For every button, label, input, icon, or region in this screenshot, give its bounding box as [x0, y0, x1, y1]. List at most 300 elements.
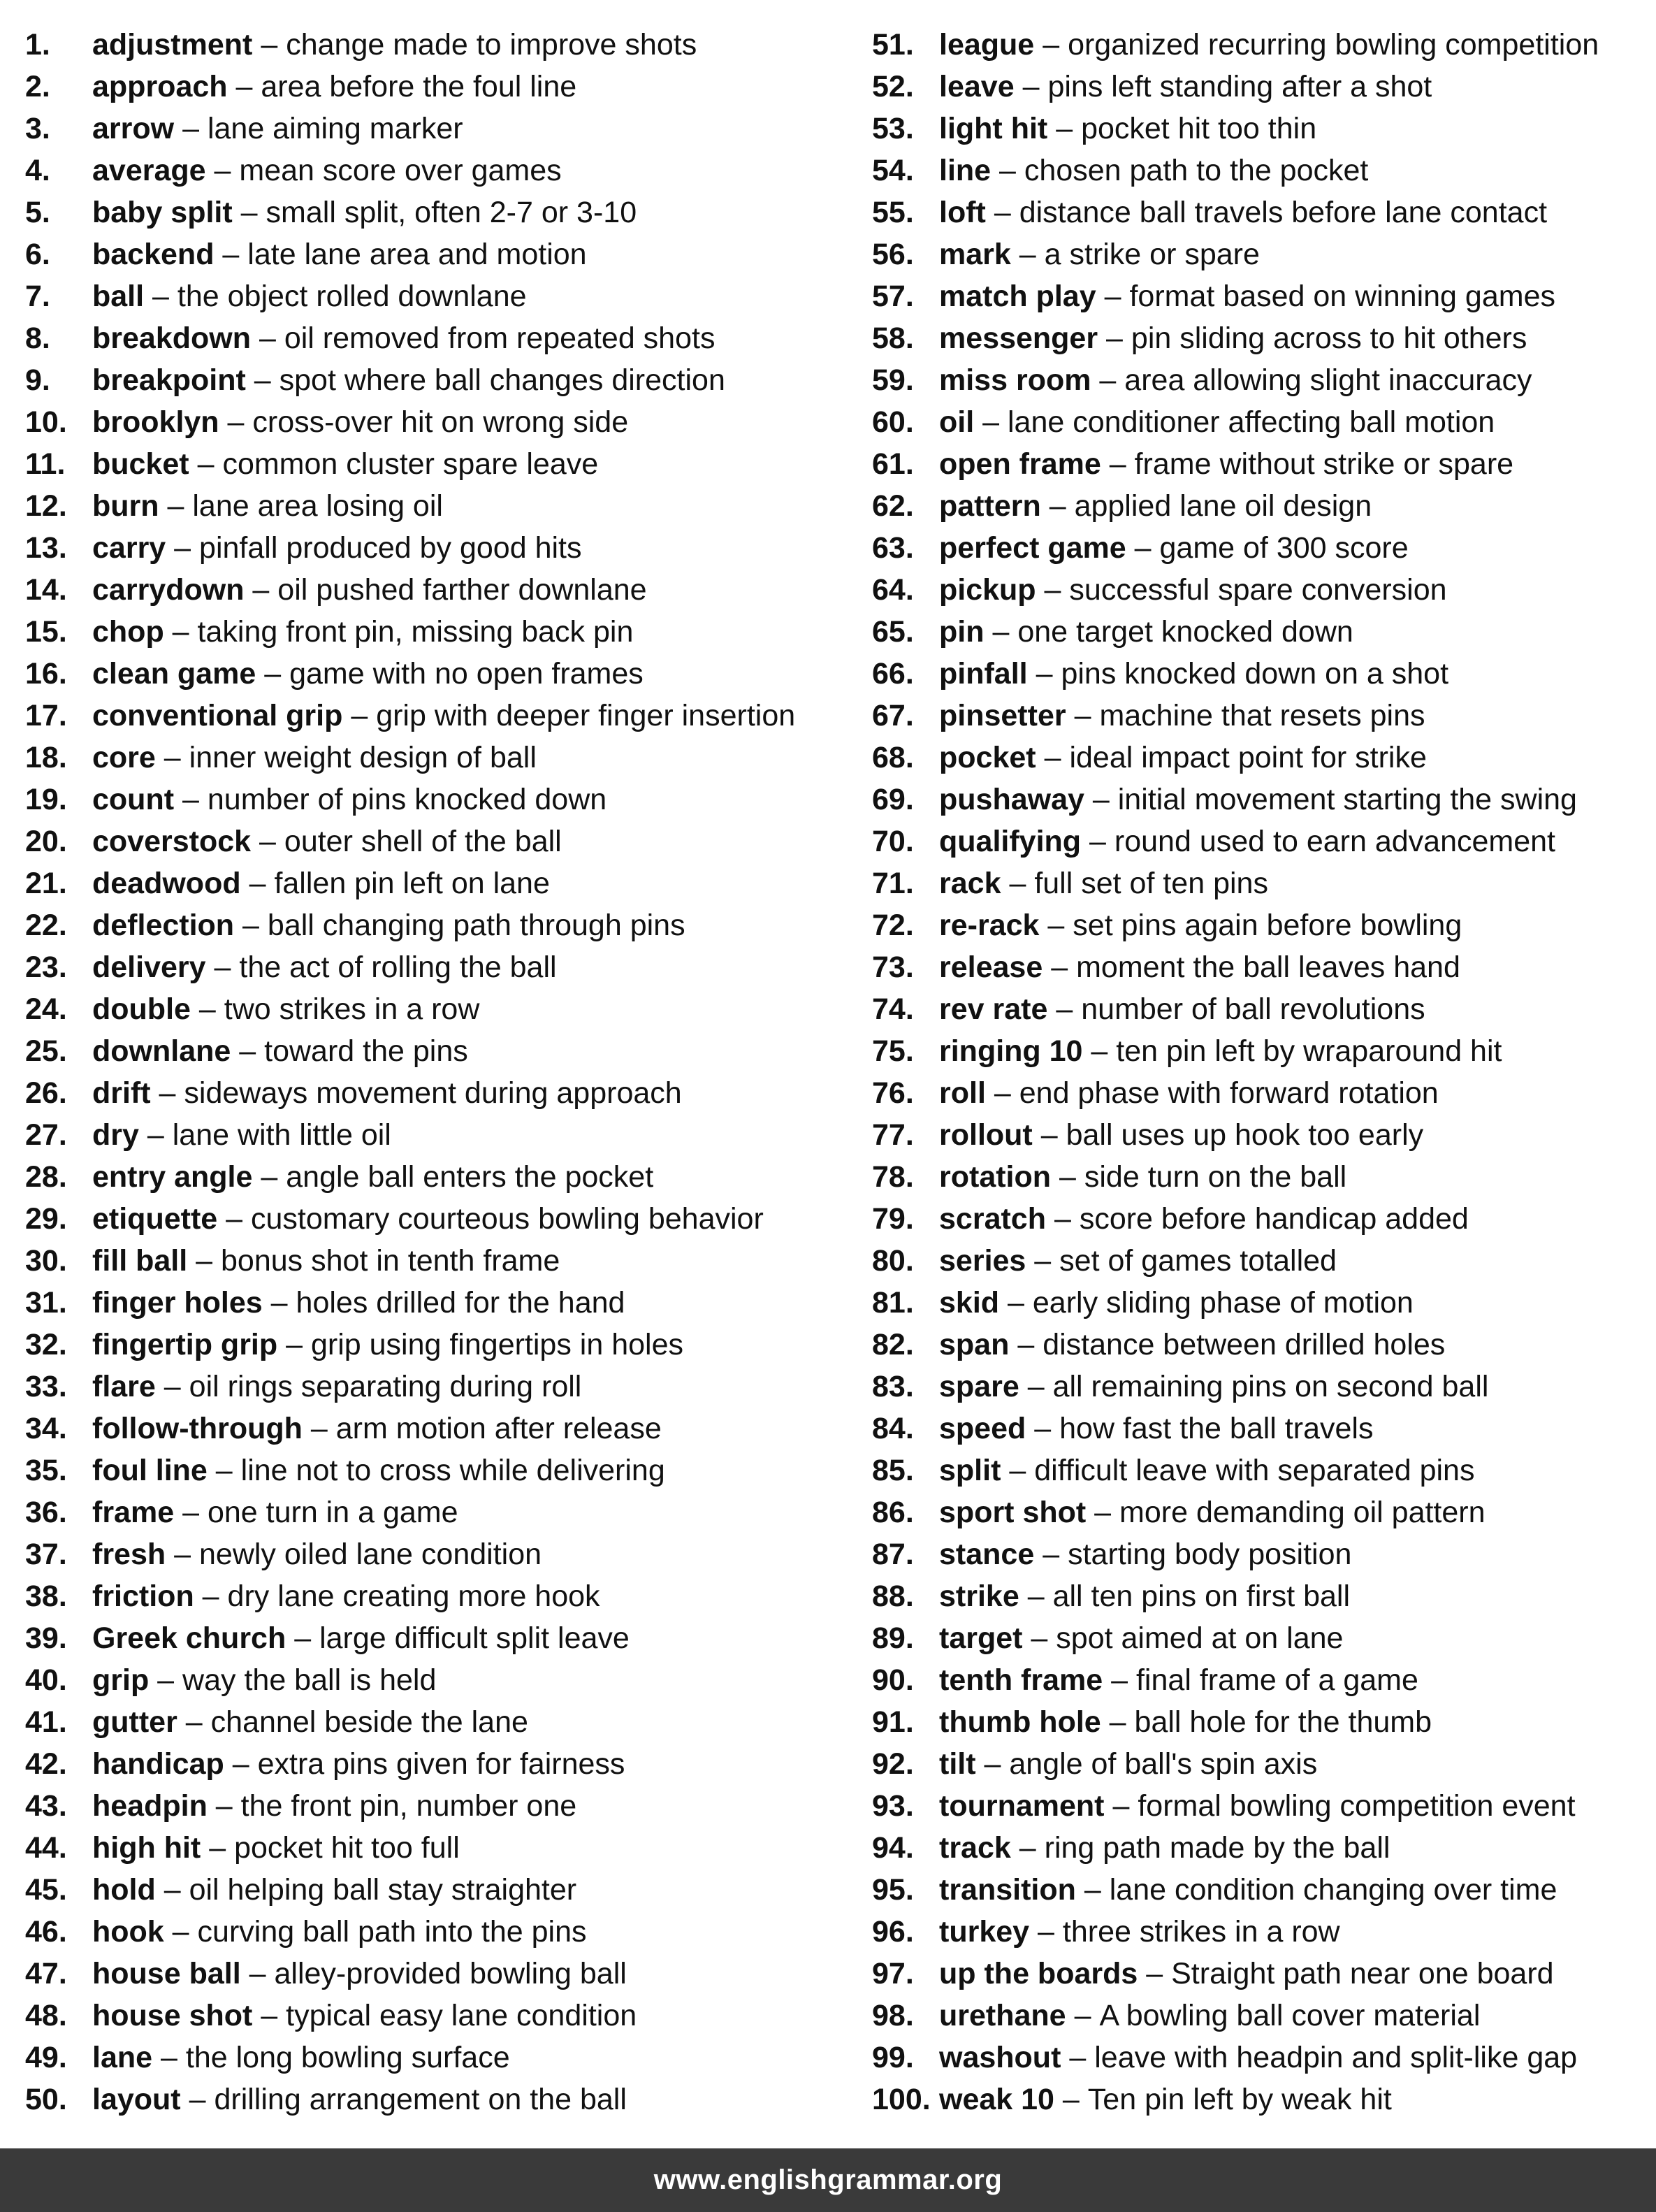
entry-term: track — [939, 1831, 1011, 1865]
entry-dash — [189, 443, 223, 485]
entry-dash — [1084, 779, 1118, 821]
entry-dash — [164, 611, 198, 653]
glossary-entry — [872, 611, 1648, 653]
entry-number: 21. — [25, 867, 67, 900]
glossary-entry — [872, 485, 1648, 527]
entry-dash — [1001, 1450, 1034, 1491]
entry-definition: early sliding phase of motion — [1032, 1286, 1414, 1320]
glossary-entry — [872, 1240, 1648, 1282]
entry-definition: lane aiming marker — [207, 112, 463, 145]
entry-term: breakdown — [92, 321, 251, 355]
entry-definition: ring path made by the ball — [1044, 1831, 1390, 1865]
dash-glyph: – — [1084, 1873, 1101, 1907]
entry-dash — [246, 359, 279, 401]
entry-number: 59. — [872, 363, 914, 397]
entry-term: handicap — [92, 1747, 224, 1781]
entry-term: arrow — [92, 112, 175, 145]
entry-term: re-rack — [939, 909, 1040, 942]
entry-number: 50. — [25, 2083, 67, 2116]
dash-glyph: – — [259, 321, 276, 355]
entry-number: 100. — [872, 2083, 931, 2116]
glossary-entry — [25, 2079, 857, 2120]
entry-number: 38. — [25, 1580, 67, 1613]
entry-number: 87. — [872, 1538, 914, 1571]
entry-number: 11. — [25, 447, 66, 481]
entry-dash — [1034, 1533, 1068, 1575]
entry-number: 71. — [872, 867, 914, 900]
entry-dash — [1046, 1198, 1080, 1240]
footer-bar — [0, 2148, 1656, 2212]
glossary-entry — [872, 1995, 1648, 2037]
entry-dash — [1047, 988, 1081, 1030]
entry-dash — [1101, 443, 1135, 485]
entry-dash — [1051, 1156, 1084, 1198]
glossary-entry — [25, 66, 857, 108]
entry-term: leave — [939, 70, 1015, 103]
dash-glyph: – — [1047, 909, 1065, 942]
entry-dash — [144, 275, 177, 317]
entry-number: 4. — [25, 154, 50, 187]
entry-term: series — [939, 1244, 1026, 1278]
entry-term: loft — [939, 196, 986, 229]
glossary-entry — [872, 569, 1648, 611]
entry-number: 22. — [25, 909, 67, 942]
entry-definition: way the ball is held — [182, 1663, 437, 1697]
entry-term: conventional grip — [92, 699, 343, 732]
footer-website-link[interactable]: www.englishgrammar.org — [653, 2164, 1003, 2195]
glossary-entry — [872, 1408, 1648, 1450]
entry-definition: machine that resets pins — [1099, 699, 1425, 732]
glossary-entry — [25, 108, 857, 150]
entry-term: hook — [92, 1915, 164, 1949]
entry-dash — [1029, 1911, 1063, 1953]
entry-term: league — [939, 28, 1035, 62]
dash-glyph: – — [226, 1202, 243, 1236]
entry-definition: distance ball travels before lane contact — [1019, 196, 1548, 229]
entry-term: adjustment — [92, 28, 253, 62]
entry-dash — [174, 108, 208, 150]
dash-glyph: – — [235, 70, 253, 103]
glossary-entry — [25, 443, 857, 485]
entry-dash — [986, 191, 1019, 233]
entry-number: 41. — [25, 1705, 67, 1739]
glossary-entry — [872, 1743, 1648, 1785]
entry-dash — [1039, 904, 1073, 946]
entry-definition: lane area losing oil — [192, 489, 443, 523]
dash-glyph: – — [172, 615, 189, 649]
entry-definition: sideways movement during approach — [184, 1076, 682, 1110]
entry-term: carry — [92, 531, 166, 565]
entry-number: 92. — [872, 1747, 914, 1781]
entry-definition: moment the ball leaves hand — [1076, 950, 1460, 984]
glossary-entry — [872, 695, 1648, 737]
entry-dash — [187, 1240, 221, 1282]
entry-number: 81. — [872, 1286, 914, 1320]
entry-term: turkey — [939, 1915, 1030, 1949]
entry-dash — [166, 1533, 199, 1575]
entry-number: 5. — [25, 196, 50, 229]
dash-glyph: – — [202, 1580, 219, 1613]
dash-glyph: – — [239, 1034, 256, 1068]
glossary-entry — [25, 1156, 857, 1198]
glossary-entry — [872, 1366, 1648, 1408]
entry-dash — [1028, 653, 1061, 695]
entry-dash — [1138, 1953, 1171, 1995]
entry-number: 47. — [25, 1957, 67, 1990]
entry-dash — [263, 1282, 296, 1324]
glossary-entry — [872, 150, 1648, 191]
entry-term: pickup — [939, 573, 1036, 607]
entry-dash — [139, 1114, 173, 1156]
dash-glyph: – — [1091, 1034, 1108, 1068]
entry-definition: oil rings separating during roll — [189, 1370, 582, 1403]
dash-glyph: – — [264, 657, 282, 691]
entry-number: 72. — [872, 909, 914, 942]
entry-number: 69. — [872, 783, 914, 816]
entry-term: follow-through — [92, 1412, 303, 1445]
dash-glyph: – — [1049, 489, 1066, 523]
glossary-entry — [25, 695, 857, 737]
entry-number: 25. — [25, 1034, 67, 1068]
dash-glyph: – — [1051, 950, 1068, 984]
entry-dash — [986, 1072, 1019, 1114]
dash-glyph: – — [196, 1244, 213, 1278]
entry-definition: large difficult split leave — [319, 1621, 630, 1655]
entry-number: 90. — [872, 1663, 914, 1697]
glossary-entry — [872, 779, 1648, 821]
entry-number: 96. — [872, 1915, 914, 1949]
glossary-entry — [872, 1911, 1648, 1953]
entry-number: 91. — [872, 1705, 914, 1739]
entry-definition: frame without strike or spare — [1134, 447, 1514, 481]
entry-number: 26. — [25, 1076, 67, 1110]
glossary-entry — [25, 359, 857, 401]
entry-number: 51. — [872, 28, 914, 62]
entry-term: rotation — [939, 1160, 1052, 1194]
entry-term: headpin — [92, 1789, 208, 1823]
dash-glyph: – — [1019, 1831, 1036, 1865]
glossary-entry — [872, 1198, 1648, 1240]
dash-glyph: – — [174, 1538, 191, 1571]
entry-definition: oil helping ball stay straighter — [189, 1873, 577, 1907]
entry-dash — [181, 2079, 215, 2120]
entry-definition: change made to improve shots — [286, 28, 697, 62]
entry-definition: holes drilled for the hand — [296, 1286, 625, 1320]
dash-glyph: – — [1056, 992, 1073, 1026]
entry-definition: number of ball revolutions — [1081, 992, 1425, 1026]
glossary-entry — [25, 1995, 857, 2037]
dash-glyph: – — [164, 1370, 181, 1403]
entry-number: 54. — [872, 154, 914, 187]
dash-glyph: – — [1034, 1244, 1052, 1278]
entry-dash — [224, 1743, 258, 1785]
entry-definition: extra pins given for fairness — [257, 1747, 625, 1781]
dash-glyph: – — [1027, 1580, 1045, 1613]
entry-definition: spot where ball changes direction — [279, 363, 725, 397]
entry-dash — [234, 904, 268, 946]
entry-definition: taking front pin, missing back pin — [197, 615, 634, 649]
entry-dash — [149, 1659, 182, 1701]
glossary-entry — [25, 1198, 857, 1240]
entry-definition: more demanding oil pattern — [1119, 1496, 1486, 1529]
dash-glyph: – — [1043, 28, 1060, 62]
dash-glyph: – — [1146, 1957, 1163, 1990]
entry-number: 64. — [872, 573, 914, 607]
glossary-entry — [25, 275, 857, 317]
entry-dash — [152, 2037, 186, 2079]
entry-definition: oil removed from repeated shots — [284, 321, 716, 355]
entry-dash — [976, 1743, 1010, 1785]
entry-number: 84. — [872, 1412, 914, 1445]
entry-number: 98. — [872, 1999, 914, 2032]
entry-dash — [256, 653, 289, 695]
entry-definition: the front pin, number one — [240, 1789, 577, 1823]
entry-definition: lane condition changing over time — [1109, 1873, 1557, 1907]
dash-glyph: – — [1027, 1370, 1045, 1403]
dash-glyph: – — [1109, 1705, 1126, 1739]
entry-number: 94. — [872, 1831, 914, 1865]
dash-glyph: – — [252, 573, 270, 607]
glossary-entry — [872, 1533, 1648, 1575]
dash-glyph: – — [182, 112, 199, 145]
entry-term: hold — [92, 1873, 156, 1907]
entry-term: ringing 10 — [939, 1034, 1083, 1068]
entry-term: fingertip grip — [92, 1328, 278, 1361]
entry-number: 67. — [872, 699, 914, 732]
dash-glyph: – — [992, 615, 1010, 649]
dash-glyph: – — [261, 1160, 278, 1194]
glossary-entry — [872, 233, 1648, 275]
entry-definition: game with no open frames — [289, 657, 644, 691]
dash-glyph: – — [147, 1118, 164, 1152]
glossary-entry — [25, 1827, 857, 1869]
glossary-entry — [872, 1827, 1648, 1869]
glossary-entry — [872, 653, 1648, 695]
entry-term: weak 10 — [939, 2083, 1054, 2116]
entry-definition: toward the pins — [264, 1034, 468, 1068]
dash-glyph: – — [227, 405, 245, 439]
entry-number: 36. — [25, 1496, 67, 1529]
entry-number: 56. — [872, 238, 914, 271]
dash-glyph: – — [214, 950, 231, 984]
entry-term: breakpoint — [92, 363, 246, 397]
entry-number: 48. — [25, 1999, 67, 2032]
entry-number: 44. — [25, 1831, 67, 1865]
entry-number: 24. — [25, 992, 67, 1026]
dash-glyph: – — [994, 196, 1011, 229]
entry-definition: A bowling ball cover material — [1099, 1999, 1481, 2032]
entry-dash — [194, 1575, 228, 1617]
glossary-entry — [872, 66, 1648, 108]
dash-glyph: – — [164, 1873, 181, 1907]
entry-dash — [974, 401, 1008, 443]
glossary-entry — [25, 191, 857, 233]
entry-dash — [1022, 1617, 1056, 1659]
entry-definition: the object rolled downlane — [177, 280, 527, 313]
dash-glyph: – — [1054, 1202, 1071, 1236]
dash-glyph: – — [1074, 1999, 1091, 2032]
entry-term: pocket — [939, 741, 1036, 774]
entry-dash — [991, 150, 1024, 191]
entry-definition: pin sliding across to hit others — [1131, 321, 1527, 355]
entry-definition: all remaining pins on second ball — [1052, 1370, 1489, 1403]
entry-dash — [1026, 1240, 1059, 1282]
glossary-entry — [25, 1911, 857, 1953]
entry-dash — [1026, 1408, 1059, 1450]
entry-term: gutter — [92, 1705, 177, 1739]
entry-number: 75. — [872, 1034, 914, 1068]
entry-term: brooklyn — [92, 405, 219, 439]
entry-dash — [984, 611, 1017, 653]
dash-glyph: – — [242, 909, 259, 942]
entry-definition: one target knocked down — [1017, 615, 1353, 649]
entry-dash — [252, 1995, 286, 2037]
entry-term: span — [939, 1328, 1010, 1361]
glossary-entry — [25, 946, 857, 988]
entry-number: 7. — [25, 280, 50, 313]
entry-dash — [342, 695, 376, 737]
entry-term: target — [939, 1621, 1023, 1655]
glossary-entry — [25, 1533, 857, 1575]
entry-definition: final frame of a game — [1135, 1663, 1418, 1697]
entry-dash — [159, 485, 193, 527]
entry-definition: a strike or spare — [1044, 238, 1260, 271]
entry-term: mark — [939, 238, 1011, 271]
entry-definition: pins left standing after a shot — [1047, 70, 1432, 103]
entry-dash — [1082, 1030, 1116, 1072]
entry-dash — [1066, 695, 1100, 737]
dash-glyph: – — [1009, 1454, 1026, 1487]
glossary-entry — [872, 2037, 1648, 2079]
entry-definition: Ten pin left by weak hit — [1087, 2083, 1392, 2116]
entry-dash — [1033, 1114, 1066, 1156]
glossary-entry — [25, 1408, 857, 1450]
dash-glyph: – — [182, 1496, 199, 1529]
entry-dash — [191, 988, 224, 1030]
dash-glyph: – — [1019, 238, 1036, 271]
glossary-entry — [25, 1491, 857, 1533]
entry-term: dry — [92, 1118, 139, 1152]
entry-term: urethane — [939, 1999, 1066, 2032]
entry-number: 86. — [872, 1496, 914, 1529]
dash-glyph: – — [198, 992, 216, 1026]
entry-dash — [1126, 527, 1160, 569]
glossary-entry — [872, 527, 1648, 569]
glossary-entry — [25, 1953, 857, 1995]
entry-dash — [1001, 862, 1034, 904]
entry-term: miss room — [939, 363, 1091, 397]
entry-dash — [1015, 66, 1048, 108]
entry-definition: one turn in a game — [207, 1496, 458, 1529]
glossary-entry — [25, 1072, 857, 1114]
dash-glyph: – — [294, 1621, 312, 1655]
dash-glyph: – — [1069, 2041, 1087, 2074]
dash-glyph: – — [1040, 1118, 1058, 1152]
entry-number: 43. — [25, 1789, 67, 1823]
glossary-entry — [25, 1240, 857, 1282]
entry-definition: ball changing path through pins — [267, 909, 685, 942]
entry-definition: ideal impact point for strike — [1069, 741, 1427, 774]
glossary-entry — [872, 946, 1648, 988]
dash-glyph: – — [249, 1957, 266, 1990]
entry-number: 3. — [25, 112, 50, 145]
entry-definition: grip using fingertips in holes — [310, 1328, 683, 1361]
entry-number: 34. — [25, 1412, 67, 1445]
dash-glyph: – — [1074, 699, 1091, 732]
dash-glyph: – — [286, 1328, 303, 1361]
entry-term: match play — [939, 280, 1096, 313]
entry-dash — [206, 150, 240, 191]
entry-dash — [1081, 821, 1114, 862]
entry-number: 39. — [25, 1621, 67, 1655]
entry-number: 23. — [25, 950, 67, 984]
entry-definition: three strikes in a row — [1062, 1915, 1340, 1949]
dash-glyph: – — [209, 1831, 226, 1865]
glossary-entry — [872, 108, 1648, 150]
dash-glyph: – — [222, 238, 240, 271]
entry-term: pattern — [939, 489, 1041, 523]
dash-glyph: – — [174, 531, 191, 565]
entry-term: double — [92, 992, 191, 1026]
entry-number: 55. — [872, 196, 914, 229]
glossary-entry — [25, 1575, 857, 1617]
entry-definition: two strikes in a row — [224, 992, 480, 1026]
glossary-entry — [872, 24, 1648, 66]
dash-glyph: – — [1092, 783, 1110, 816]
glossary-entry — [25, 1617, 857, 1659]
dash-glyph: – — [1111, 1663, 1128, 1697]
entry-definition: leave with headpin and split-like gap — [1094, 2041, 1578, 2074]
entry-number: 2. — [25, 70, 50, 103]
entry-definition: fallen pin left on lane — [274, 867, 550, 900]
entry-number: 46. — [25, 1915, 67, 1949]
entry-definition: starting body position — [1068, 1538, 1352, 1571]
entry-definition: organized recurring bowling competition — [1068, 28, 1599, 62]
entry-number: 85. — [872, 1454, 914, 1487]
glossary-entry — [25, 485, 857, 527]
entry-term: clean game — [92, 657, 256, 691]
entry-term: open frame — [939, 447, 1101, 481]
entry-term: messenger — [939, 321, 1098, 355]
entry-number: 60. — [872, 405, 914, 439]
entry-dash — [206, 946, 240, 988]
dash-glyph: – — [240, 196, 258, 229]
entry-term: grip — [92, 1663, 150, 1697]
entry-definition: drilling arrangement on the ball — [214, 2083, 627, 2116]
entry-definition: customary courteous bowling behavior — [251, 1202, 764, 1236]
entry-dash — [1054, 2079, 1088, 2120]
entry-term: high hit — [92, 1831, 201, 1865]
glossary-entry — [872, 1450, 1648, 1491]
entry-number: 37. — [25, 1538, 67, 1571]
entry-dash — [214, 233, 247, 275]
entry-term: downlane — [92, 1034, 231, 1068]
dash-glyph: – — [1009, 867, 1026, 900]
entry-number: 95. — [872, 1873, 914, 1907]
entry-definition: area allowing slight inaccuracy — [1124, 363, 1532, 397]
entry-term: sport shot — [939, 1496, 1087, 1529]
entry-term: fill ball — [92, 1244, 188, 1278]
entry-number: 97. — [872, 1957, 914, 1990]
entry-term: delivery — [92, 950, 206, 984]
glossary-entry — [25, 988, 857, 1030]
entry-number: 93. — [872, 1789, 914, 1823]
entry-definition: formal bowling competition event — [1138, 1789, 1576, 1823]
entry-dash — [166, 527, 199, 569]
entry-term: fresh — [92, 1538, 166, 1571]
entry-definition: full set of ten pins — [1034, 867, 1268, 900]
entry-definition: inner weight design of ball — [189, 741, 537, 774]
